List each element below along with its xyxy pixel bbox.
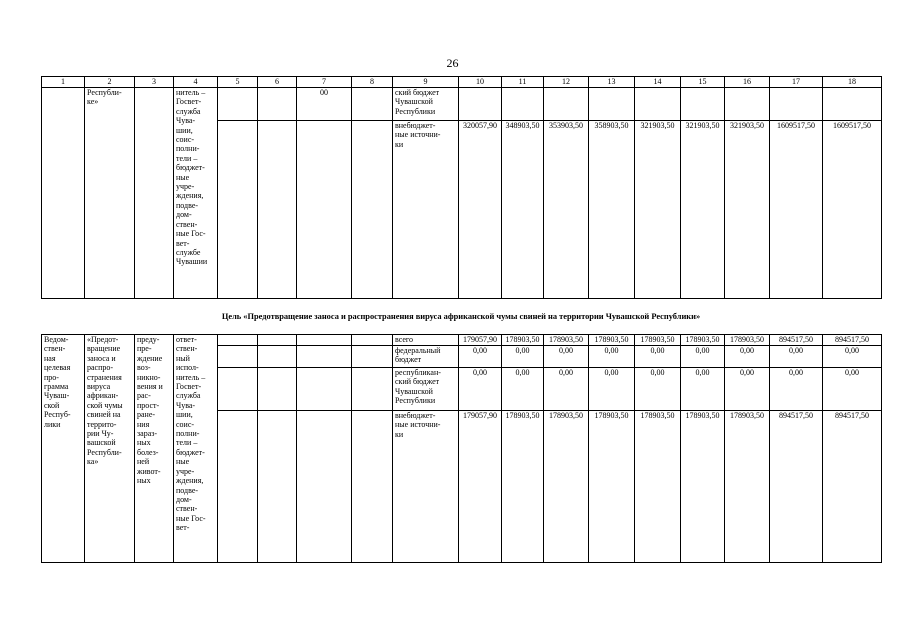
column-number-4: 4 bbox=[174, 77, 218, 88]
value-cell: 0,00 bbox=[589, 346, 635, 368]
value-cell: 358903,50 bbox=[589, 121, 635, 299]
value-cell: 894517,50 bbox=[770, 411, 823, 563]
executor-cell: нитель – Госвет- служба Чува- шии, соис- полни- тели – бюджет- ные учре- ждения, подве- дом- ствен- ные Гос- вет- службе Чувашии bbox=[174, 88, 218, 299]
value-cell: 894517,50 bbox=[770, 335, 823, 346]
value-cell: 179057,90 bbox=[459, 411, 502, 563]
source-label-cell: внебюджет- ные источни- ки bbox=[393, 411, 459, 563]
value-cell bbox=[544, 88, 589, 121]
cell-empty bbox=[218, 411, 258, 563]
cell-empty bbox=[258, 411, 297, 563]
cell-empty bbox=[218, 88, 258, 121]
value-cell: 178903,50 bbox=[502, 411, 544, 563]
value-cell: 0,00 bbox=[635, 368, 681, 411]
column-number-18: 18 bbox=[823, 77, 882, 88]
value-cell: 178903,50 bbox=[681, 411, 725, 563]
value-cell: 179057,90 bbox=[459, 335, 502, 346]
cell-empty bbox=[352, 88, 393, 121]
value-cell: 0,00 bbox=[459, 346, 502, 368]
value-cell: 0,00 bbox=[502, 346, 544, 368]
cell-empty bbox=[258, 368, 297, 411]
value-cell: 178903,50 bbox=[589, 335, 635, 346]
cell-empty bbox=[258, 346, 297, 368]
value-cell: 178903,50 bbox=[544, 335, 589, 346]
column-number-9: 9 bbox=[393, 77, 459, 88]
code-cell: 00 bbox=[297, 88, 352, 121]
cell-empty bbox=[258, 121, 297, 299]
source-label-cell: ский бюджет Чувашской Республики bbox=[393, 88, 459, 121]
value-cell: 0,00 bbox=[823, 368, 882, 411]
value-cell: 0,00 bbox=[725, 346, 770, 368]
value-cell: 0,00 bbox=[589, 368, 635, 411]
cell-empty bbox=[297, 411, 352, 563]
source-label-cell: внебюджет- ные источни- ки bbox=[393, 121, 459, 299]
source-label-cell: республикан- ский бюджет Чувашской Республики bbox=[393, 368, 459, 411]
column-number-8: 8 bbox=[352, 77, 393, 88]
column-number-16: 16 bbox=[725, 77, 770, 88]
value-cell: 1609517,50 bbox=[770, 121, 823, 299]
value-cell: 178903,50 bbox=[725, 411, 770, 563]
column-number-5: 5 bbox=[218, 77, 258, 88]
cell-empty bbox=[297, 346, 352, 368]
value-cell: 894517,50 bbox=[823, 335, 882, 346]
value-cell: 0,00 bbox=[770, 346, 823, 368]
table-row bbox=[42, 88, 882, 121]
column-number-1: 1 bbox=[42, 77, 85, 88]
cell-empty bbox=[218, 335, 258, 346]
column-number-row bbox=[42, 77, 882, 88]
program-type-cell: Ведом- ствен- ная целевая про- грамма Чуваш- ской Респуб- лики bbox=[42, 335, 85, 563]
cell-empty bbox=[297, 335, 352, 346]
program-name-cell: Республи- ке» bbox=[85, 88, 135, 299]
value-cell: 0,00 bbox=[823, 346, 882, 368]
column-number-10: 10 bbox=[459, 77, 502, 88]
source-label-cell: федеральный бюджет bbox=[393, 346, 459, 368]
column-number-11: 11 bbox=[502, 77, 544, 88]
value-cell: 0,00 bbox=[681, 368, 725, 411]
cell-empty bbox=[352, 335, 393, 346]
value-cell: 348903,50 bbox=[502, 121, 544, 299]
cell-empty bbox=[258, 88, 297, 121]
value-cell: 0,00 bbox=[544, 346, 589, 368]
column-number-6: 6 bbox=[258, 77, 297, 88]
cell-empty bbox=[218, 121, 258, 299]
budget-table-goal bbox=[41, 334, 882, 563]
table-row bbox=[42, 335, 882, 346]
value-cell: 178903,50 bbox=[635, 411, 681, 563]
value-cell bbox=[681, 88, 725, 121]
value-cell bbox=[725, 88, 770, 121]
value-cell bbox=[823, 88, 882, 121]
value-cell: 0,00 bbox=[681, 346, 725, 368]
value-cell: 353903,50 bbox=[544, 121, 589, 299]
column-number-14: 14 bbox=[635, 77, 681, 88]
value-cell: 178903,50 bbox=[681, 335, 725, 346]
value-cell bbox=[635, 88, 681, 121]
value-cell: 178903,50 bbox=[544, 411, 589, 563]
value-cell bbox=[770, 88, 823, 121]
cell-empty bbox=[218, 368, 258, 411]
value-cell bbox=[459, 88, 502, 121]
value-cell: 320057,90 bbox=[459, 121, 502, 299]
column-number-17: 17 bbox=[770, 77, 823, 88]
value-cell: 0,00 bbox=[770, 368, 823, 411]
column-number-15: 15 bbox=[681, 77, 725, 88]
column-number-2: 2 bbox=[85, 77, 135, 88]
goal-heading: Цель «Предотвращение заноса и распространения вируса африканской чумы свиней на территории Чувашской Республики» bbox=[221, 312, 701, 321]
value-cell: 321903,50 bbox=[681, 121, 725, 299]
cell-empty bbox=[297, 121, 352, 299]
cell-empty bbox=[352, 411, 393, 563]
value-cell: 178903,50 bbox=[635, 335, 681, 346]
cell-empty bbox=[352, 368, 393, 411]
cell-empty bbox=[352, 346, 393, 368]
column-number-3: 3 bbox=[135, 77, 174, 88]
value-cell: 178903,50 bbox=[589, 411, 635, 563]
column-number-7: 7 bbox=[297, 77, 352, 88]
cell-empty bbox=[218, 346, 258, 368]
budget-table-continued bbox=[41, 76, 882, 299]
value-cell bbox=[589, 88, 635, 121]
value-cell: 0,00 bbox=[502, 368, 544, 411]
value-cell bbox=[502, 88, 544, 121]
program-name-cell: «Предот- вращение заноса и распро- странения вируса африкан- ской чумы свиней на террито- рии Чу- вашской Республи- ка» bbox=[85, 335, 135, 563]
value-cell: 0,00 bbox=[635, 346, 681, 368]
goal-task-cell: преду- пре- ждение воз- никно- вения и рас- прост- ране- ния зараз- ных болез- ней живот- ных bbox=[135, 335, 174, 563]
value-cell: 0,00 bbox=[725, 368, 770, 411]
cell-empty bbox=[258, 335, 297, 346]
cell-empty bbox=[352, 121, 393, 299]
cell-empty bbox=[42, 88, 85, 299]
value-cell: 178903,50 bbox=[502, 335, 544, 346]
source-label-cell: всего bbox=[393, 335, 459, 346]
value-cell: 321903,50 bbox=[635, 121, 681, 299]
value-cell: 178903,50 bbox=[725, 335, 770, 346]
value-cell: 0,00 bbox=[459, 368, 502, 411]
value-cell: 894517,50 bbox=[823, 411, 882, 563]
value-cell: 321903,50 bbox=[725, 121, 770, 299]
column-number-12: 12 bbox=[544, 77, 589, 88]
page-number: 26 bbox=[446, 56, 459, 70]
value-cell: 1609517,50 bbox=[823, 121, 882, 299]
value-cell: 0,00 bbox=[544, 368, 589, 411]
cell-empty bbox=[297, 368, 352, 411]
column-number-13: 13 bbox=[589, 77, 635, 88]
executor-cell: ответ- ствен- ный испол- нитель – Госвет- служба Чува- шии, соис- полни- тели – бюджет- ные учре- ждения, подве- дом- ствен- ные Гос- вет- bbox=[174, 335, 218, 563]
cell-empty bbox=[135, 88, 174, 299]
